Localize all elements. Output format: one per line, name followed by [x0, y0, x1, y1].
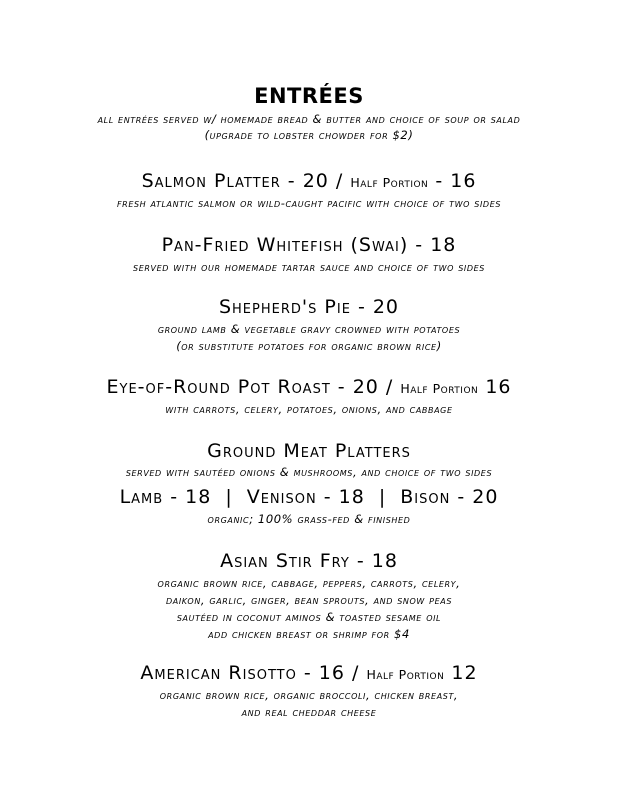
- option-bison: Bison - 20: [400, 486, 499, 508]
- dish-description: ground lamb & vegetable gravy crowned with potatoes: [157, 322, 461, 336]
- section-note: all entrées served w/ homemade bread & butter and choice of soup or salad: [97, 112, 521, 126]
- meat-options: [0, 486, 618, 508]
- dish-description: organic brown rice, cabbage, peppers, carrots, celery,: [157, 576, 461, 590]
- option-separator: |: [225, 486, 233, 508]
- dish-description: and real cheddar cheese: [241, 705, 377, 719]
- dish-description: served with our homemade tartar sauce and choice of two sides: [133, 260, 485, 274]
- dish-description: add chicken breast or shrimp for $4: [208, 627, 410, 641]
- half-portion-label: Half Portion: [366, 667, 445, 682]
- dish-description: (or substitute potatoes for organic brown rice): [176, 339, 442, 353]
- dish-title-asian-stir-fry: Asian Stir Fry - 18: [220, 550, 398, 572]
- dish-description: sautéed in coconut aminos & toasted sesame oil: [176, 610, 442, 624]
- dish-description: with carrots, celery, potatoes, onions, and cabbage: [165, 402, 453, 416]
- dish-description: organic brown rice, organic broccoli, chicken breast,: [159, 688, 459, 702]
- option-separator: |: [378, 486, 387, 508]
- option-lamb: Lamb - 18: [119, 486, 212, 508]
- dish-description: fresh atlantic salmon or wild-caught pacific with choice of two sides: [116, 196, 502, 210]
- dish-title-pot-roast: Eye-of-Round Pot Roast - 20 / Half Portion 16: [106, 376, 512, 398]
- dish-title-american-risotto: American Risotto - 16 / Half Portion 12: [140, 662, 478, 684]
- dish-footnote: organic; 100% grass-fed & finished: [207, 512, 411, 526]
- dish-title-whitefish: Pan-Fried Whitefish (Swai) - 18: [161, 234, 457, 256]
- half-portion-label: Half Portion: [400, 381, 479, 396]
- dish-title-shepherds-pie: Shepherd's Pie - 20: [218, 296, 400, 318]
- section-note: (upgrade to lobster chowder for $2): [204, 128, 414, 142]
- dish-description: served with sautéed onions & mushrooms, and choice of two sides: [125, 465, 493, 479]
- section-title: ENTRÉES: [254, 84, 364, 108]
- dish-description: daikon, garlic, ginger, bean sprouts, and snow peas: [166, 593, 452, 607]
- dish-title-ground-meat-platters: Ground Meat Platters: [207, 440, 411, 462]
- option-venison: Venison - 18: [246, 486, 365, 508]
- half-portion-label: Half Portion: [350, 175, 429, 190]
- dish-title-salmon-platter: Salmon Platter - 20 / Half Portion - 16: [141, 170, 477, 192]
